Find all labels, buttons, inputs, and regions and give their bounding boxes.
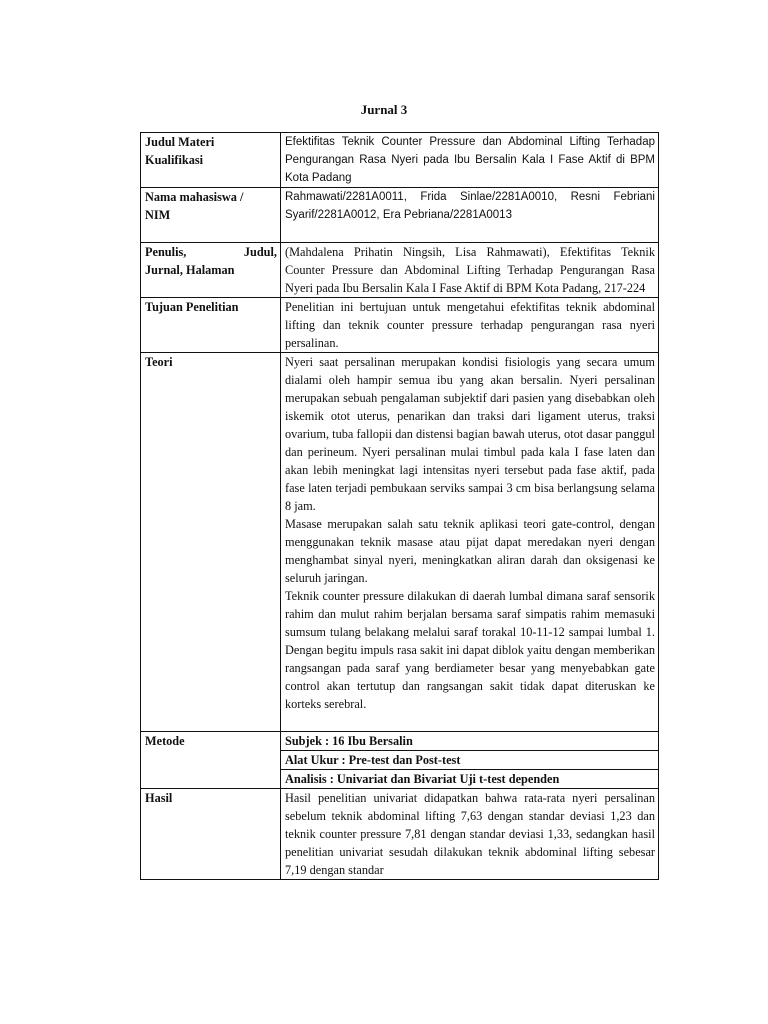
table-row-teori	[141, 353, 659, 732]
row-value-nama	[281, 188, 659, 243]
table-row-metode-subjek	[141, 732, 659, 751]
row-value-tujuan: Penelitian ini bertujuan untuk mengetahui efektifitas teknik abdominal lifting dan teknik counter pressure terhadap pengurangan rasa nyeri persalinan.	[281, 298, 659, 353]
hasil-text-wrap	[285, 789, 655, 879]
table-row-hasil	[141, 789, 659, 880]
value-text: Hasil penelitian univariat didapatkan bahwa rata-rata nyeri persalinan sebelum teknik abdominal lifting 7,63 dengan standar deviasi 1,23 dan teknik counter pressure 7,81 dengan standar deviasi 1,33, sedangkan hasil penelitian univariat sesudah dilakukan teknik abdominal lifting sebesar 7,19 dengan standar	[285, 791, 655, 877]
label-word: Penulis,	[145, 245, 187, 259]
row-value-judul: Efektifitas Teknik Counter Pressure dan Abdominal Lifting Terhadap Pengurangan Rasa Nyeri pada Ibu Bersalin Kala I Fase Aktif di BPM Kota Padang	[281, 133, 659, 188]
label-line: Nama mahasiswa /	[145, 190, 244, 204]
metode-analisis: Analisis : Univariat dan Bivariat Uji t-test dependen	[281, 770, 659, 789]
label-line: Judul Materi	[145, 135, 215, 149]
table-row-nama	[141, 188, 659, 243]
paragraph: Masase merupakan salah satu teknik aplikasi teori gate-control, dengan menggunakan teknik masase atau pijat dapat meredakan nyeri dengan menghambat sinyal nyeri, meningkatkan aliran darah dan oksigenasi ke seluruh jaringan.	[285, 517, 655, 585]
row-value-penulis: (Mahdalena Prihatin Ningsih, Lisa Rahmawati), Efektifitas Teknik Counter Pressure dan Abdominal Lifting Terhadap Pengurangan Rasa Nyeri pada Ibu Bersalin Kala I Fase Aktif di BPM Kota Padang, 217-224	[281, 243, 659, 298]
row-label-metode: Metode	[141, 732, 281, 789]
label-line	[145, 243, 277, 261]
paragraph: Teknik counter pressure dilakukan di daerah lumbal dimana saraf sensorik rahim dan mulut rahim berjalan bersama saraf simpatis rahim memasuki sumsum tulang belakang melalui saraf torakal 10-11-12 sampai lumbal 1. Dengan begitu impuls rasa sakit ini dapat diblok yaitu dengan memberikan rangsangan pada saraf yang berdiameter besar yang menyebabkan gate control akan tertutup dan rangsangan sakit tidak dapat diteruskan ke korteks serebral.	[285, 589, 655, 711]
spacer	[285, 224, 655, 242]
row-label-nama	[141, 188, 281, 243]
value-text: Rahmawati/2281A0011, Frida Sinlae/2281A0010, Resni Febriani Syarif/2281A0012, Era Pebriana/2281A0013	[285, 191, 655, 221]
label-word: Judul,	[243, 245, 277, 259]
page-title: Jurnal 3	[360, 102, 408, 117]
row-label-tujuan: Tujuan Penelitian	[141, 298, 281, 353]
paragraph: Nyeri saat persalinan merupakan kondisi fisiologis yang secara umum dialami oleh hampir semua ibu yang akan bersalin. Nyeri persalinan merupakan sebuah pengalaman subjektif dari pasien yang disebabkan oleh iskemik otot uterus, penarikan dan traksi dari ligament uterus, traksi ovarium, tuba fallopii dan distensi bagian bawah uterus, otot dasar panggul dan perineum. Nyeri persalinan mulai timbul pada kala I fase laten dan akan lebih meningkat lagi intensitas nyeri tersebut pada fase aktif, pada fase laten terjadi pembukaan serviks sampai 3 cm bisa berlangsung selama 8 jam.	[285, 355, 655, 513]
metode-subjek: Subjek : 16 Ibu Bersalin	[281, 732, 659, 751]
row-value-hasil	[281, 789, 659, 880]
spacer	[285, 713, 655, 731]
row-label-penulis	[141, 243, 281, 298]
table-row-judul	[141, 133, 659, 188]
metode-alat-ukur: Alat Ukur : Pre-test dan Post-test	[281, 751, 659, 770]
label-line: Kualifikasi	[145, 153, 204, 167]
journal-summary-table	[140, 132, 659, 880]
row-label-judul	[141, 133, 281, 188]
row-label-hasil: Hasil	[141, 789, 281, 880]
row-value-teori	[281, 353, 659, 732]
table-row-tujuan	[141, 298, 659, 353]
label-line: NIM	[145, 208, 171, 222]
label-line: Jurnal, Halaman	[145, 263, 235, 277]
row-label-teori: Teori	[141, 353, 281, 732]
table-row-penulis	[141, 243, 659, 298]
